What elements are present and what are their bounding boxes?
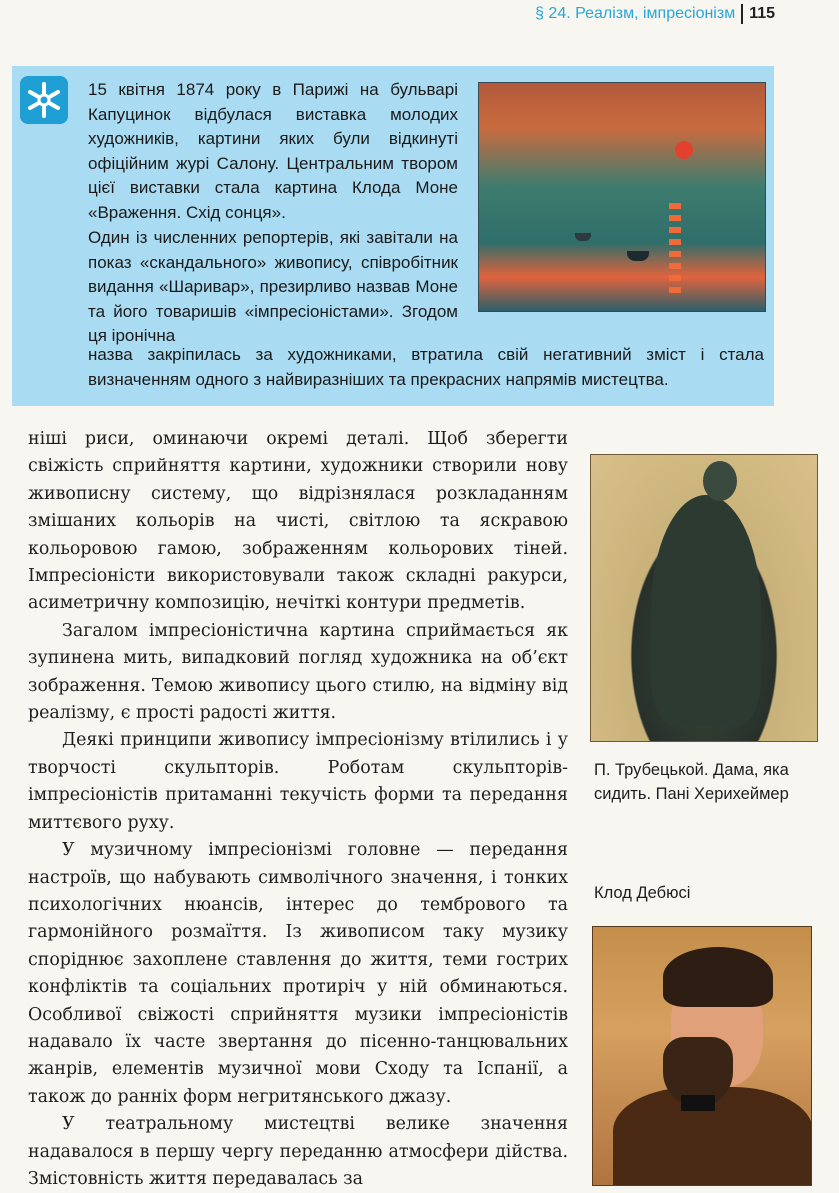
info-paragraph-tail: назва закріпилась за художниками, втратила свій негативний зміст і стала визначенням одного з найвиразніших та прекрасних напрямів мистецтва.: [88, 345, 764, 389]
asterisk-icon: [20, 76, 68, 124]
paragraph-2: Загалом імпресіоністична картина сприймається як зупинена мить, випадковий погляд художника на об’єкт зображення. Темою живопису цього стилю, на відміну від реалізму, є прості радості життя.: [28, 620, 568, 724]
paragraph-5: У театральному мистецтві велике значення надавалося в першу чергу переданню атмосфери дійства. Змістовність життя передавалась за: [28, 1114, 568, 1189]
section-title: § 24. Реалізм, імпресіонізм: [535, 5, 736, 22]
painting-boat: [627, 251, 649, 261]
paragraph-4: У музичному імпресіонізмі головне — передання настроїв, що набувають символічного значення, і тонких психологічних нюансів, інтерес до тембрового та гармонійного розмаїття. Із живописом таку музику споріднює захоплене ставлення до життя, теми гострих конфліктів та соціальних протиріч у ній обминаються. Особливої свіжості сприйняття музики імпресіоністів надавало їх часте звертання до пісенно-танцювальних жанрів, елементів музичної мови Сходу та Іспанії, а також до ранніх форм негритянського джазу.: [28, 840, 568, 1107]
painting-reflection: [669, 203, 681, 293]
monet-painting-image: [478, 82, 766, 312]
sculpture-head: [703, 461, 737, 501]
painting-sun: [675, 141, 693, 159]
main-text: [28, 426, 568, 1193]
debussy-portrait-image: [592, 926, 812, 1186]
sculpture-caption: П. Трубецькой. Дама, яка сидить. Пані Херихеймер: [594, 761, 789, 803]
sculpture-image: [590, 454, 818, 742]
info-paragraph-1: 15 квітня 1874 року в Парижі на бульварі Капуцинок відбулася виставка молодих художників, картини яких були відкинуті офіційним журі Салону. Центральним твором цієї виставки стала картина Клода Моне «Враження. Схід сонця».: [88, 80, 458, 222]
portrait-caption: Клод Дебюсі: [594, 884, 691, 902]
paragraph-3: Деякі принципи живопису імпресіонізму втілились і у творчості скульпторів. Роботам скульпторів-імпресіоністів притаманні текучість форми та передання миттєвого руху.: [28, 730, 568, 833]
header-divider: [741, 4, 743, 24]
portrait-tie: [681, 1095, 715, 1111]
page-number: 115: [749, 5, 775, 22]
page-header: [535, 4, 775, 24]
painting-boat-2: [575, 233, 591, 241]
sculpture-figure: [651, 495, 761, 725]
info-paragraph-2: Один із численних репортерів, які завітали на показ «скандального» живопису, співробітник видання «Шаривар», презирливо назвав Моне та його товаришів «імпресіоністами». Згодом ця іронічна: [88, 228, 458, 345]
portrait-hair: [663, 947, 773, 1007]
paragraph-1: ніші риси, оминаючи окремі деталі. Щоб зберегти свіжість сприйняття картини, художники створили нову живописну систему, що відрізнялася розкладанням змішаних кольорів на чисті, світлою та яскравою кольоровою гамою, зображенням кольорових тіней. Імпресіоністи використовували також складні ракурси, асиметричну композицію, нечіткі контури предметів.: [28, 429, 568, 614]
